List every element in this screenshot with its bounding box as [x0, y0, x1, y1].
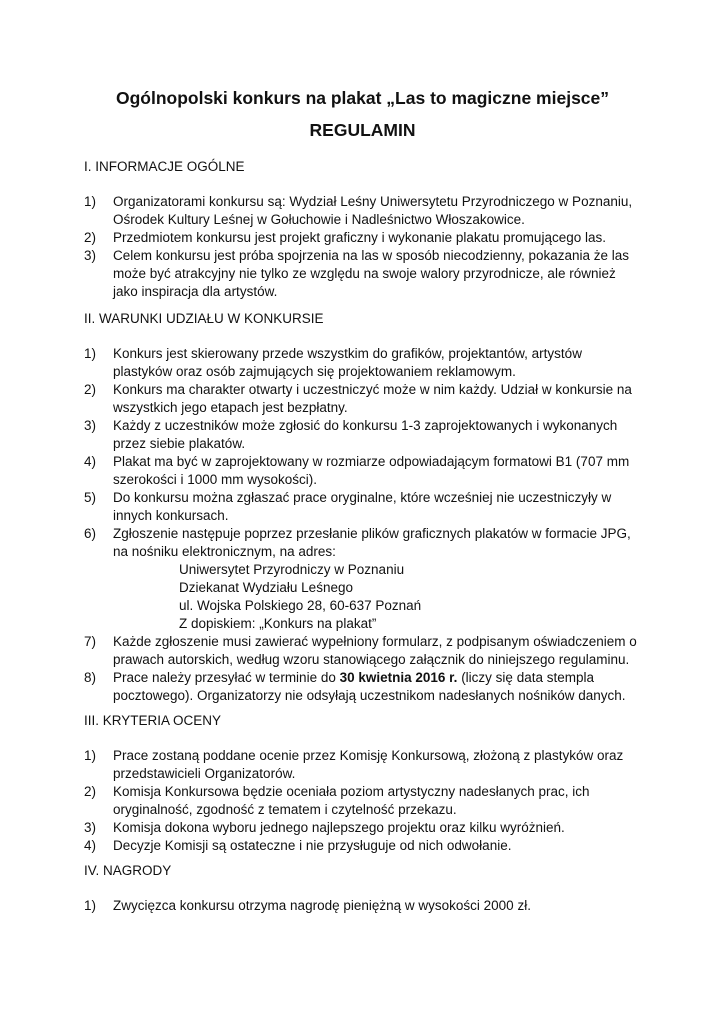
section-list — [84, 345, 644, 705]
list-item: 1) Prace zostaną poddane ocenie przez Komisję Konkursową, złożoną z plastyków oraz przedstawicieli Organizatorów. — [84, 748, 624, 781]
list-item: 3) Każdy z uczestników może zgłosić do konkursu 1-3 zaprojektowanych i wykonanych przez siebie plakatów. — [84, 418, 618, 451]
list-item: 5) Do konkursu można zgłaszać prace oryginalne, które wcześniej nie uczestniczyły w innych konkursach. — [84, 490, 612, 523]
section-list — [84, 897, 644, 915]
section-general-info — [84, 158, 644, 301]
document-title: Ogólnopolski konkurs na plakat „Las to magiczne miejsce” — [115, 88, 610, 108]
section-heading: I. INFORMACJE OGÓLNE — [84, 159, 245, 174]
section-heading: IV. NAGRODY — [84, 863, 172, 878]
list-item: 3) Celem konkursu jest próba spojrzenia na las w sposób niecodzienny, pokazania że las może być atrakcyjny nie tylko ze względu na swoje walory przyrodnicze, ale również jako inspiracja dla artystów. — [84, 248, 630, 299]
list-item: 1) Konkurs jest skierowany przede wszystkim do grafików, projektantów, artystów plastyków oraz osób zajmujących się projektowaniem reklamowym. — [84, 346, 582, 379]
list-item: 6) Zgłoszenie następuje poprzez przesłanie plików graficznych plakatów w formacie JPG, na nośniku elektronicznym, na adres: Uniwersytet Przyrodniczy w Poznaniu Dziekanat Wydziału Leśnego ul. Wojska Polskiego 28, 60-637 Poznań Z dopiskiem: „Konkurs na plakat” — [84, 525, 644, 633]
deadline-date: 30 kwietnia 2016 r. — [339, 670, 458, 685]
address-line: Dziekanat Wydziału Leśnego — [179, 580, 353, 595]
section-heading: II. WARUNKI UDZIAŁU W KONKURSIE — [84, 311, 324, 326]
section-heading: III. KRYTERIA OCENY — [84, 713, 222, 728]
list-item: 8) Prace należy przesyłać w terminie do 30 kwietnia 2016 r. (liczy się data stempla pocztowego). Organizatorzy nie odsyłają uczestnikom nadesłanych nośników danych. — [84, 670, 626, 703]
list-item: 4) Decyzje Komisji są ostateczne i nie przysługuje od nich odwołanie. — [84, 838, 512, 853]
address-line: Uniwersytet Przyrodniczy w Poznaniu — [179, 562, 405, 577]
address-line: ul. Wojska Polskiego 28, 60-637 Poznań — [179, 598, 422, 613]
list-item: 4) Plakat ma być w zaprojektowany w rozmiarze odpowiadającym formatowi B1 (707 mm szerokości i 1000 mm wysokości). — [84, 454, 630, 487]
section-list — [84, 193, 644, 301]
section-list — [84, 747, 644, 855]
list-item: 1) Organizatorami konkursu są: Wydział Leśny Uniwersytetu Przyrodniczego w Poznaniu, Ośrodek Kultury Leśnej w Gołuchowie i Nadleśnictwo Włoszakowice. — [84, 194, 633, 227]
list-item: 3) Komisja dokona wyboru jednego najlepszego projektu oraz kilku wyróżnień. — [84, 820, 565, 835]
list-item: 1) Zwycięzca konkursu otrzyma nagrodę pieniężną w wysokości 2000 zł. — [84, 898, 531, 913]
list-item: 2) Konkurs ma charakter otwarty i uczestniczyć może w nim każdy. Udział w konkursie na wszystkich jego etapach jest bezpłatny. — [84, 382, 632, 415]
document-subtitle: REGULAMIN — [309, 120, 416, 140]
section-prizes — [84, 862, 644, 915]
section-criteria — [84, 712, 644, 855]
list-item: 2) Komisja Konkursowa będzie oceniała poziom artystyczny nadesłanych prac, ich oryginalność, zgodność z tematem i czytelność przekazu. — [84, 784, 590, 817]
address-line: Z dopiskiem: „Konkurs na plakat” — [179, 616, 377, 631]
list-item: 2) Przedmiotem konkursu jest projekt graficzny i wykonanie plakatu promującego las. — [84, 230, 606, 245]
section-participation — [84, 310, 644, 705]
list-item: 7) Każde zgłoszenie musi zawierać wypełniony formularz, z podpisanym oświadczeniem o prawach autorskich, według wzoru stanowiącego załącznik do niniejszego regulaminu. — [84, 634, 637, 667]
